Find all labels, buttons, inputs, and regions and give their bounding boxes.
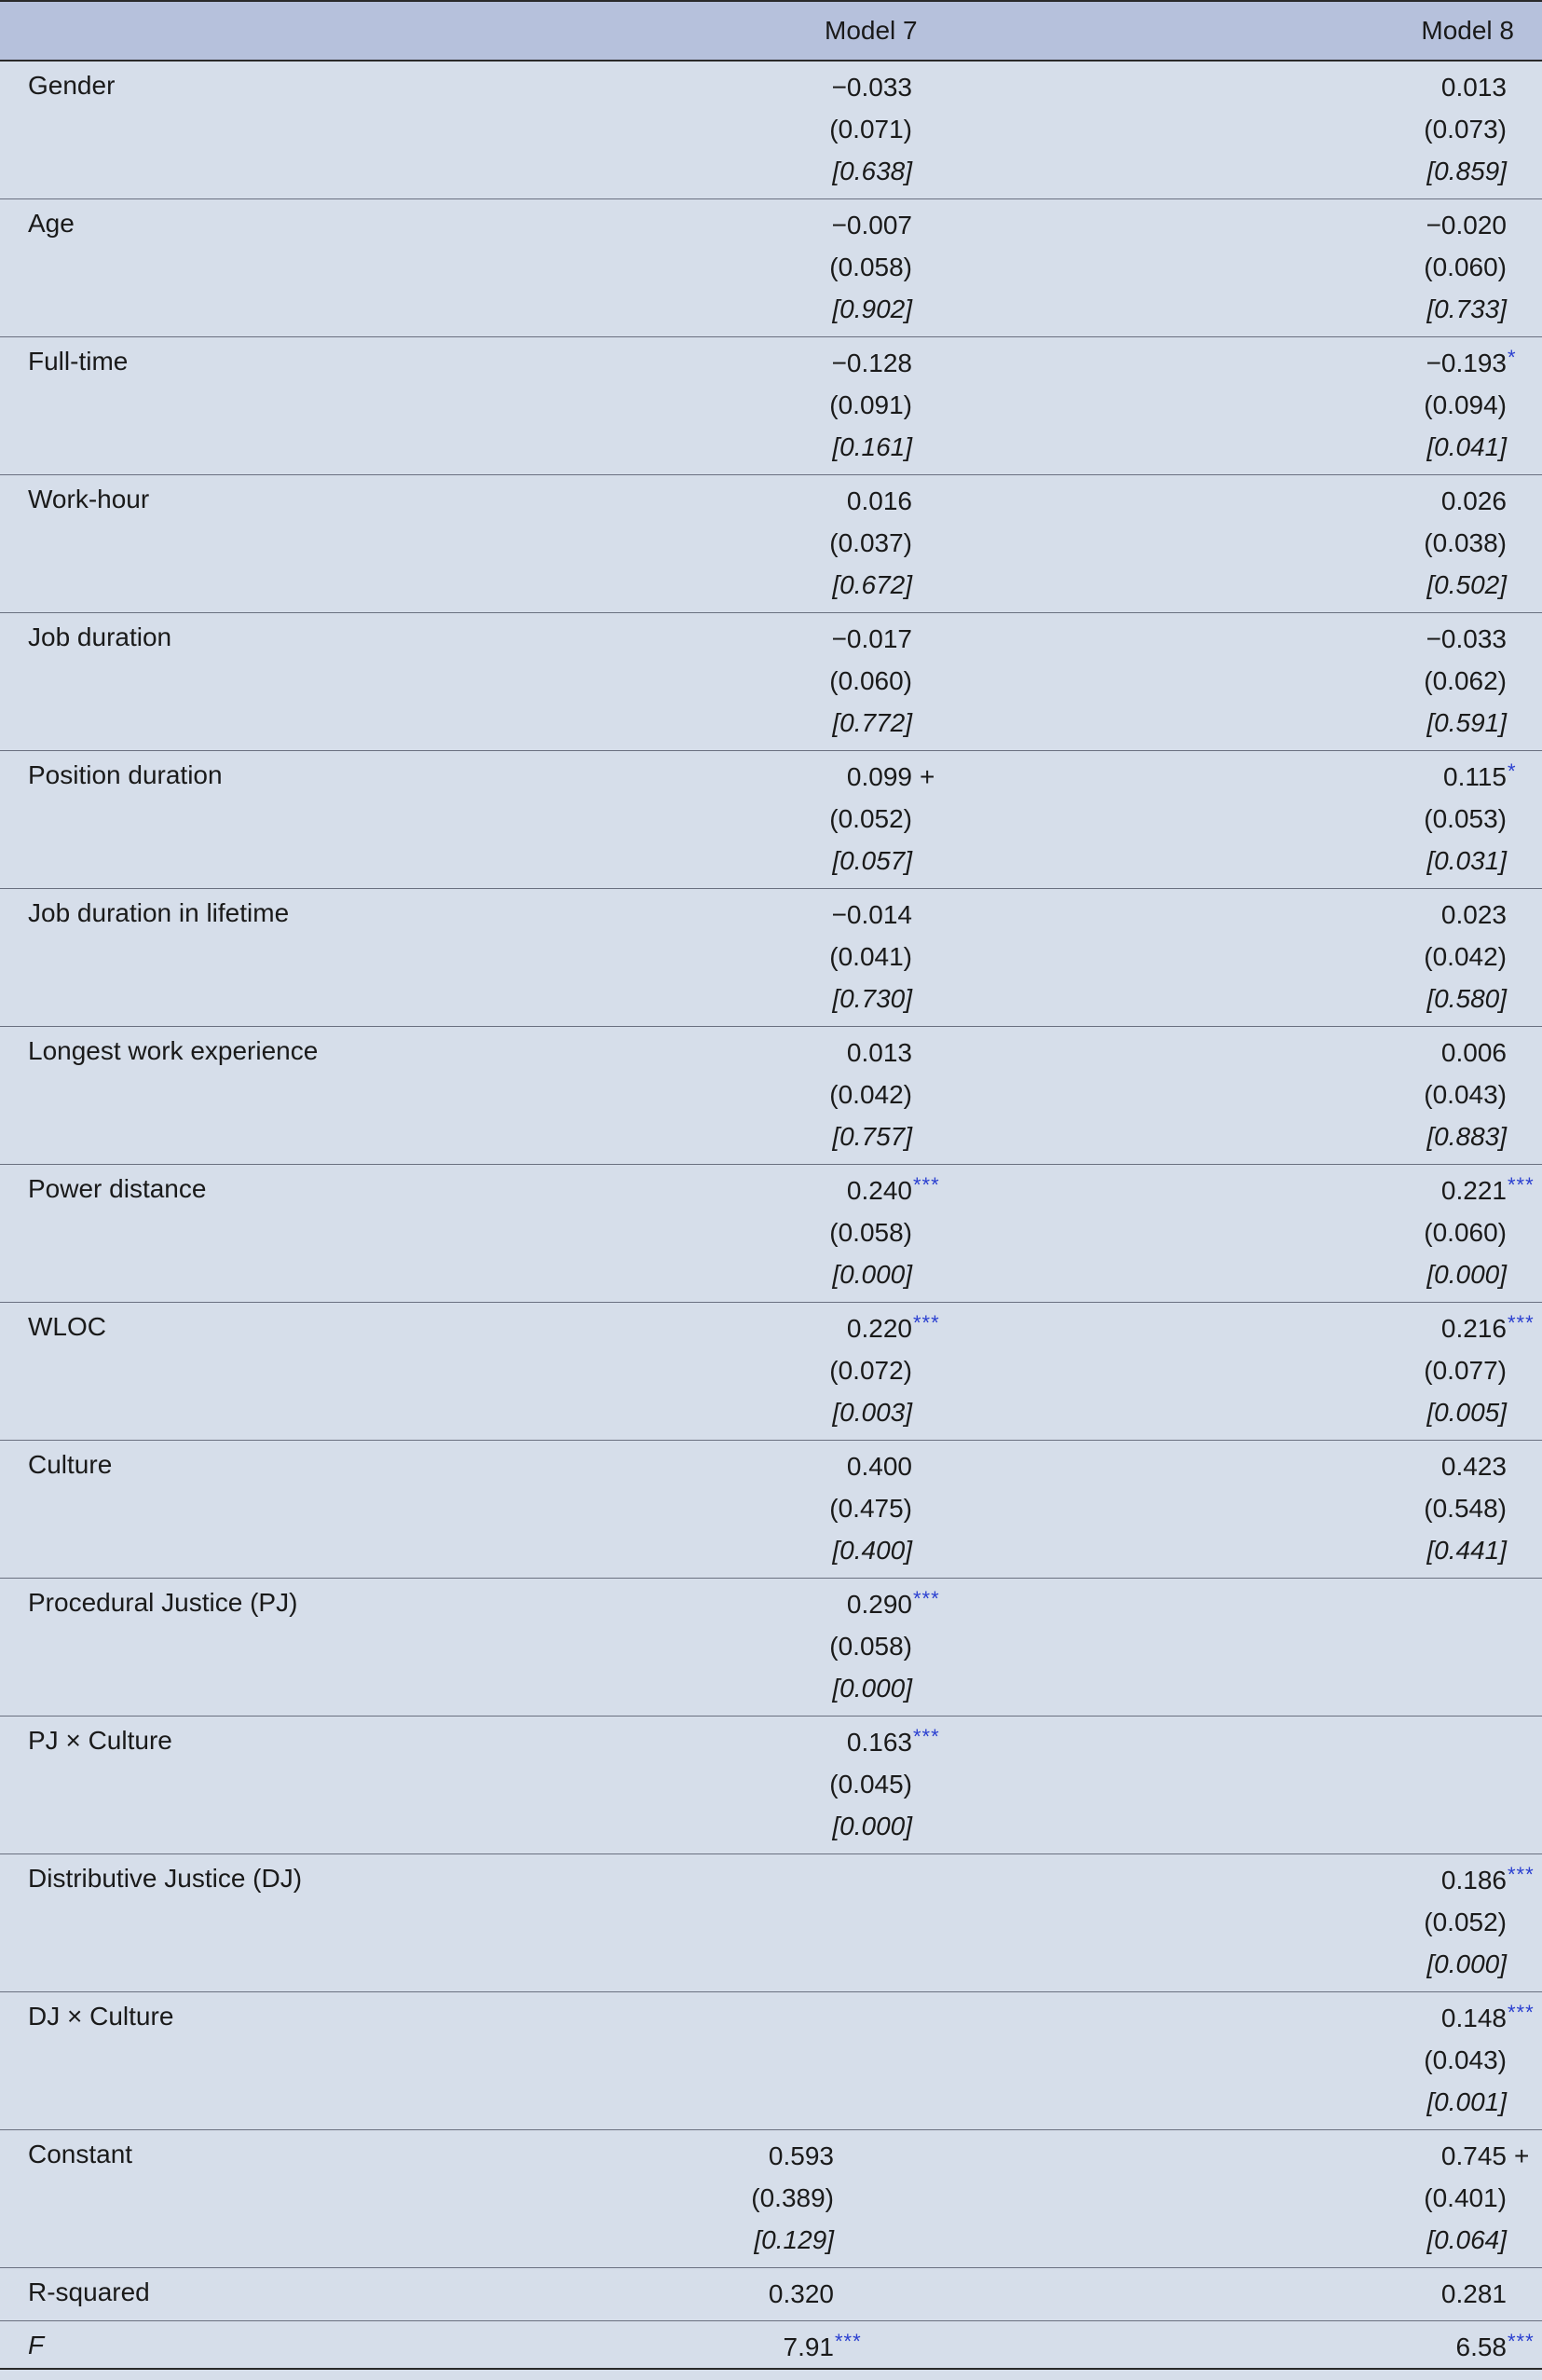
model-7-cell — [703, 2267, 1132, 2320]
table-row — [0, 1026, 1542, 1164]
model-7-cell — [703, 1991, 1132, 2129]
row-label: Work-hour — [0, 474, 703, 612]
p-value: [0.672] — [832, 569, 912, 599]
standard-error: (0.058) — [829, 252, 912, 281]
table-row — [0, 1578, 1542, 1716]
p-value: [0.772] — [832, 707, 912, 737]
coefficient: −0.033 — [831, 73, 912, 102]
standard-error: (0.091) — [829, 390, 912, 419]
coefficient: 0.023 — [1440, 899, 1507, 929]
row-label: Gender — [0, 61, 703, 198]
model-8-cell — [1132, 336, 1542, 474]
model-7-cell — [703, 61, 1132, 198]
row-label: Constant — [0, 2129, 703, 2267]
row-label: F — [0, 2320, 703, 2369]
p-value: [0.031] — [1426, 845, 1507, 875]
coefficient: 0.281 — [1440, 2278, 1507, 2308]
row-label: WLOC — [0, 1302, 703, 1440]
coefficient: 0.115 — [1443, 761, 1507, 791]
significance-marker: * — [1508, 345, 1517, 369]
significance-marker: *** — [835, 2329, 862, 2353]
significance-marker: *** — [1508, 2000, 1535, 2024]
coefficient: 0.320 — [768, 2278, 834, 2308]
p-value: [0.000] — [832, 1259, 912, 1289]
p-value: [0.902] — [832, 294, 912, 323]
standard-error: (0.094) — [1424, 390, 1507, 419]
standard-error: (0.058) — [829, 1631, 912, 1661]
p-value: [0.400] — [832, 1535, 912, 1565]
coefficient: 0.186 — [1440, 1865, 1507, 1894]
coefficient: 0.016 — [846, 486, 912, 515]
standard-error: (0.042) — [829, 1079, 912, 1109]
model-8-cell — [1132, 2320, 1542, 2369]
coefficient: 0.099 — [846, 761, 912, 791]
table-row — [0, 2267, 1542, 2320]
standard-error: (0.077) — [1424, 1355, 1507, 1385]
coefficient: 0.013 — [846, 1037, 912, 1067]
table-row — [0, 474, 1542, 612]
p-value: [0.005] — [1426, 1397, 1507, 1427]
model-8-cell — [1132, 1991, 1542, 2129]
model-7-cell — [703, 1302, 1132, 1440]
model-8-cell — [1132, 1164, 1542, 1302]
standard-error: (0.045) — [829, 1769, 912, 1799]
standard-error: (0.042) — [1424, 941, 1507, 971]
standard-error: (0.060) — [1424, 252, 1507, 281]
row-label: DJ × Culture — [0, 1991, 703, 2129]
coefficient: 0.006 — [1440, 1037, 1507, 1067]
significance-marker: *** — [913, 1310, 940, 1334]
row-label: Job duration in lifetime — [0, 888, 703, 1026]
model-7-cell — [703, 750, 1132, 888]
row-label: Job duration — [0, 612, 703, 750]
standard-error: (0.038) — [1424, 527, 1507, 557]
significance-marker: *** — [913, 1586, 940, 1610]
coefficient: 0.593 — [768, 2141, 834, 2170]
model-7-cell — [703, 198, 1132, 336]
standard-error: (0.041) — [829, 941, 912, 971]
model-8-cell — [1132, 1026, 1542, 1164]
coefficient: 0.026 — [1440, 486, 1507, 515]
model-7-cell — [703, 474, 1132, 612]
p-value: [0.859] — [1426, 157, 1507, 185]
p-value: [0.129] — [754, 2224, 834, 2254]
table-row — [0, 2320, 1542, 2369]
model-8-cell — [1132, 1302, 1542, 1440]
model-8-cell — [1132, 2129, 1542, 2267]
significance-marker: *** — [913, 1172, 940, 1197]
table-row — [0, 1440, 1542, 1578]
table-row — [0, 1853, 1542, 1991]
p-value: [0.000] — [1426, 1949, 1507, 1978]
coefficient: −0.007 — [831, 210, 912, 239]
standard-error: (0.071) — [829, 115, 912, 144]
p-value: [0.161] — [832, 431, 912, 461]
coefficient: 0.013 — [1440, 73, 1507, 102]
row-label: Longest work experience — [0, 1026, 703, 1164]
model-7-cell — [703, 1440, 1132, 1578]
row-label: Procedural Justice (PJ) — [0, 1578, 703, 1716]
model-8-cell — [1132, 888, 1542, 1026]
p-value: [0.057] — [832, 845, 912, 875]
model-7-cell — [703, 2129, 1132, 2267]
model-7-cell — [703, 1716, 1132, 1853]
coefficient: 7.91 — [783, 2332, 834, 2361]
p-value: [0.502] — [1426, 569, 1507, 599]
coefficient: 0.148 — [1440, 2003, 1507, 2032]
table-row — [0, 1302, 1542, 1440]
p-value: [0.003] — [832, 1397, 912, 1427]
p-value: [0.064] — [1426, 2224, 1507, 2254]
coefficient: 0.423 — [1440, 1451, 1507, 1481]
standard-error: (0.043) — [1424, 1079, 1507, 1109]
significance-marker: + — [920, 761, 935, 791]
standard-error: (0.475) — [829, 1493, 912, 1523]
table-row — [0, 888, 1542, 1026]
standard-error: (0.052) — [829, 803, 912, 833]
header-model-7: Model 7 — [703, 1, 1132, 61]
coefficient: −0.033 — [1426, 623, 1507, 653]
row-label: Power distance — [0, 1164, 703, 1302]
standard-error: (0.073) — [1424, 115, 1507, 144]
coefficient: −0.193 — [1426, 348, 1507, 377]
standard-error: (0.052) — [1424, 1907, 1507, 1936]
model-8-cell — [1132, 474, 1542, 612]
significance-marker: * — [1508, 759, 1517, 783]
row-label: Position duration — [0, 750, 703, 888]
standard-error: (0.037) — [829, 527, 912, 557]
table-row — [0, 612, 1542, 750]
model-7-cell — [703, 336, 1132, 474]
coefficient: −0.020 — [1426, 210, 1507, 239]
table-row — [0, 336, 1542, 474]
coefficient: 0.216 — [1440, 1313, 1507, 1343]
p-value: [0.883] — [1426, 1121, 1507, 1151]
row-label: PJ × Culture — [0, 1716, 703, 1853]
standard-error: (0.389) — [751, 2182, 834, 2212]
row-label: Culture — [0, 1440, 703, 1578]
model-8-cell — [1132, 750, 1542, 888]
row-label: Distributive Justice (DJ) — [0, 1853, 703, 1991]
model-7-cell — [703, 612, 1132, 750]
significance-marker: *** — [913, 1724, 940, 1748]
table-row — [0, 1991, 1542, 2129]
standard-error: (0.548) — [1424, 1493, 1507, 1523]
table-row — [0, 198, 1542, 336]
coefficient: 0.221 — [1440, 1175, 1507, 1205]
standard-error: (0.043) — [1424, 2045, 1507, 2074]
model-8-cell — [1132, 198, 1542, 336]
model-7-cell — [703, 2320, 1132, 2369]
standard-error: (0.060) — [829, 665, 912, 695]
significance-marker: *** — [1508, 1172, 1535, 1197]
p-value: [0.000] — [832, 1811, 912, 1840]
model-8-cell — [1132, 1578, 1542, 1716]
p-value: [0.591] — [1426, 707, 1507, 737]
coefficient: −0.017 — [831, 623, 912, 653]
coefficient: 0.163 — [846, 1727, 912, 1757]
p-value: [0.757] — [832, 1121, 912, 1151]
significance-marker: *** — [1508, 2329, 1535, 2353]
table-row — [0, 1716, 1542, 1853]
standard-error: (0.060) — [1424, 1217, 1507, 1247]
standard-error: (0.401) — [1424, 2182, 1507, 2212]
header-blank — [0, 1, 703, 61]
row-label: R-squared — [0, 2267, 703, 2320]
model-7-cell — [703, 1578, 1132, 1716]
p-value: [0.638] — [832, 157, 912, 185]
model-8-cell — [1132, 2267, 1542, 2320]
table-row — [0, 61, 1542, 198]
significance-marker: *** — [1508, 1862, 1535, 1886]
model-8-cell — [1132, 1853, 1542, 1991]
coefficient: 0.400 — [846, 1451, 912, 1481]
p-value: [0.001] — [1426, 2086, 1507, 2116]
coefficient: 0.220 — [846, 1313, 912, 1343]
significance-marker: + — [1514, 2141, 1530, 2170]
row-label: Full-time — [0, 336, 703, 474]
header-model-8: Model 8 — [1132, 1, 1542, 61]
model-7-cell — [703, 1164, 1132, 1302]
p-value: [0.441] — [1426, 1535, 1507, 1565]
p-value: [0.733] — [1426, 294, 1507, 323]
standard-error: (0.058) — [829, 1217, 912, 1247]
table-row — [0, 1164, 1542, 1302]
coefficient: −0.128 — [831, 348, 912, 377]
model-7-cell — [703, 888, 1132, 1026]
model-7-cell — [703, 1853, 1132, 1991]
standard-error: (0.072) — [829, 1355, 912, 1385]
p-value: [0.000] — [832, 1673, 912, 1703]
table-header-row — [0, 1, 1542, 61]
coefficient: 0.290 — [846, 1589, 912, 1619]
table-body — [0, 61, 1542, 2369]
model-8-cell — [1132, 1440, 1542, 1578]
p-value: [0.000] — [1426, 1259, 1507, 1289]
coefficient: 0.745 — [1440, 2141, 1507, 2170]
coefficient: −0.014 — [831, 899, 912, 929]
p-value: [0.041] — [1426, 431, 1507, 461]
standard-error: (0.062) — [1424, 665, 1507, 695]
p-value: [0.580] — [1426, 983, 1507, 1013]
table-row — [0, 2129, 1542, 2267]
row-label: Age — [0, 198, 703, 336]
table-row — [0, 750, 1542, 888]
coefficient: 6.58 — [1455, 2332, 1507, 2361]
model-8-cell — [1132, 612, 1542, 750]
coefficient: 0.240 — [846, 1175, 912, 1205]
significance-marker: *** — [1508, 1310, 1535, 1334]
model-8-cell — [1132, 61, 1542, 198]
model-8-cell — [1132, 1716, 1542, 1853]
p-value: [0.730] — [832, 983, 912, 1013]
model-7-cell — [703, 1026, 1132, 1164]
standard-error: (0.053) — [1424, 803, 1507, 833]
